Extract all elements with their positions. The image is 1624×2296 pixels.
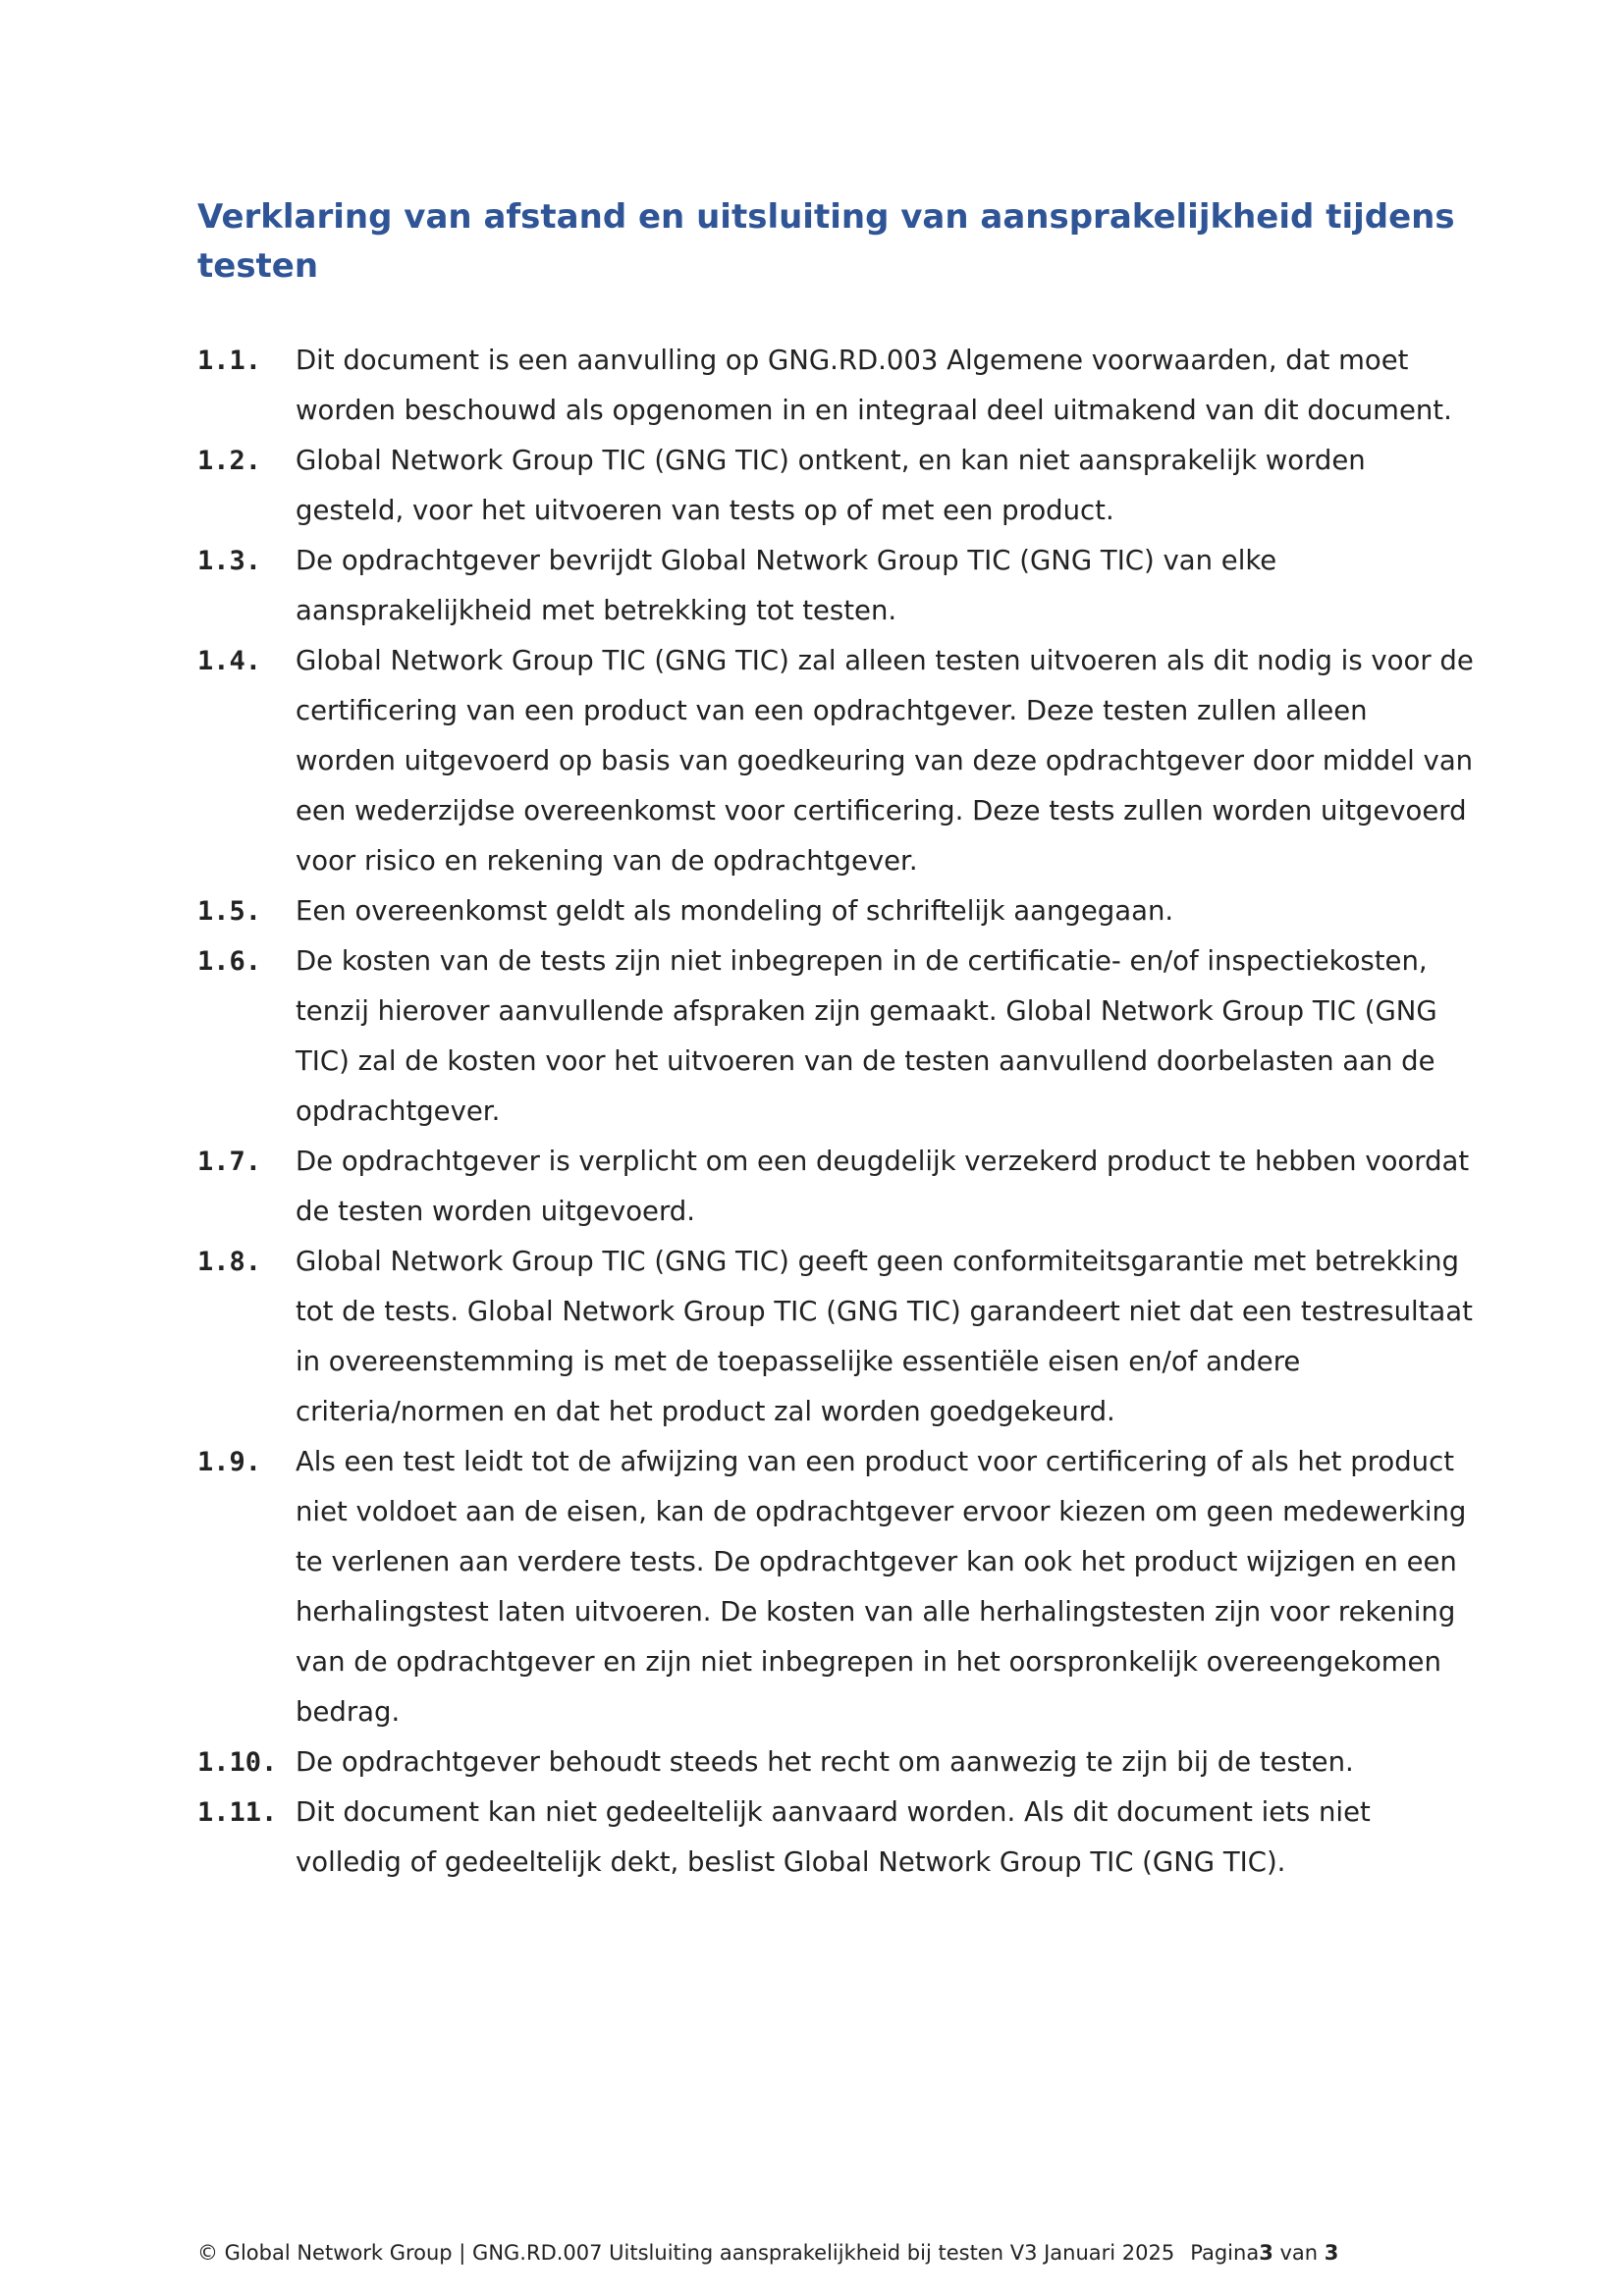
clause-1-11: [197, 1788, 1474, 1888]
clause-text: Global Network Group TIC (GNG TIC) geeft geen conformiteitsgarantie met betrekking tot de tests. Global Network Group TIC (GNG TIC) garandeert niet dat een testresultaat in overeenstemming is met de toepasselijke essentiële eisen en/of andere criteria/normen en dat het product zal worden goedgekeurd.: [296, 1246, 1473, 1427]
clause-number: 1.10.: [197, 1747, 278, 1778]
clause-1-9: [197, 1437, 1474, 1737]
clause-1-3: [197, 536, 1474, 636]
document-title: Verklaring van afstand en uitsluiting van aansprakelijkheid tijdens testen: [197, 197, 1455, 286]
clause-number: 1.1.: [197, 346, 262, 376]
clause-text: De opdrachtgever is verplicht om een deugdelijk verzekerd product te hebben voordat de testen worden uitgevoerd.: [296, 1146, 1470, 1227]
clause-number: 1.11.: [197, 1797, 278, 1828]
clause-text: Dit document is een aanvulling op GNG.RD.003 Algemene voorwaarden, dat moet worden beschouwd als opgenomen in en integraal deel uitmakend van dit document.: [296, 345, 1452, 426]
clause-text: Global Network Group TIC (GNG TIC) ontkent, en kan niet aansprakelijk worden gesteld, voor het uitvoeren van tests op of met een product.: [296, 445, 1366, 526]
clause-number: 1.5.: [197, 896, 262, 927]
clause-text: De opdrachtgever behoudt steeds het recht om aanwezig te zijn bij de testen.: [296, 1746, 1354, 1778]
page-total: 3: [1324, 2241, 1339, 2265]
clause-text: Dit document kan niet gedeeltelijk aanvaard worden. Als dit document iets niet volledig of gedeeltelijk dekt, beslist Global Network Group TIC (GNG TIC).: [296, 1796, 1371, 1878]
clause-1-5: [197, 886, 1474, 936]
clause-number: 1.7.: [197, 1147, 262, 1177]
clause-list: [197, 336, 1474, 1888]
clause-text: Global Network Group TIC (GNG TIC) zal alleen testen uitvoeren als dit nodig is voor de certificering van een product van een opdrachtgever. Deze testen zullen alleen worden uitgevoerd op basis van goedkeuring van deze opdrachtgever door middel van een wederzijdse overeenkomst voor certificering. Deze tests zullen worden uitgevoerd voor risico en rekening van de opdrachtgever.: [296, 645, 1474, 877]
clause-number: 1.9.: [197, 1447, 262, 1477]
clause-text: Als een test leidt tot de afwijzing van een product voor certificering of als het product niet voldoet aan de eisen, kan de opdrachtgever ervoor kiezen om geen medewerking te verlenen aan verdere tests. De opdrachtgever kan ook het product wijzigen en een herhalingstest laten uitvoeren. De kosten van alle herhalingstesten zijn voor rekening van de opdrachtgever en zijn niet inbegrepen in het oorspronkelijk overeengekomen bedrag.: [296, 1446, 1467, 1728]
page-label: Pagina: [1190, 2241, 1260, 2265]
clause-number: 1.4.: [197, 646, 262, 676]
clause-number: 1.3.: [197, 546, 262, 576]
clause-text: De opdrachtgever bevrijdt Global Network Group TIC (GNG TIC) van elke aansprakelijkheid met betrekking tot testen.: [296, 545, 1277, 626]
clause-number: 1.2.: [197, 446, 262, 476]
clause-1-4: [197, 636, 1474, 886]
clause-1-1: [197, 336, 1474, 436]
clause-1-10: [197, 1737, 1474, 1788]
footer-text: © Global Network Group | GNG.RD.007 Uitsluiting aansprakelijkheid bij testen V3 Januari 2025: [197, 2241, 1175, 2265]
page-footer: [197, 2238, 1474, 2268]
clause-text: Een overeenkomst geldt als mondeling of schriftelijk aangegaan.: [296, 895, 1174, 927]
clause-1-6: [197, 936, 1474, 1137]
clause-1-8: [197, 1237, 1474, 1437]
clause-number: 1.6.: [197, 946, 262, 977]
clause-text: De kosten van de tests zijn niet inbegrepen in de certificatie- en/of inspectiekosten, tenzij hierover aanvullende afspraken zijn gemaakt. Global Network Group TIC (GNG TIC) zal de kosten voor het uitvoeren van de testen aanvullend doorbelasten aan de opdrachtgever.: [296, 945, 1437, 1127]
page-current: 3: [1259, 2241, 1273, 2265]
clause-1-2: [197, 436, 1474, 536]
clause-1-7: [197, 1137, 1474, 1237]
clause-number: 1.8.: [197, 1247, 262, 1277]
page-separator: van: [1272, 2241, 1325, 2265]
